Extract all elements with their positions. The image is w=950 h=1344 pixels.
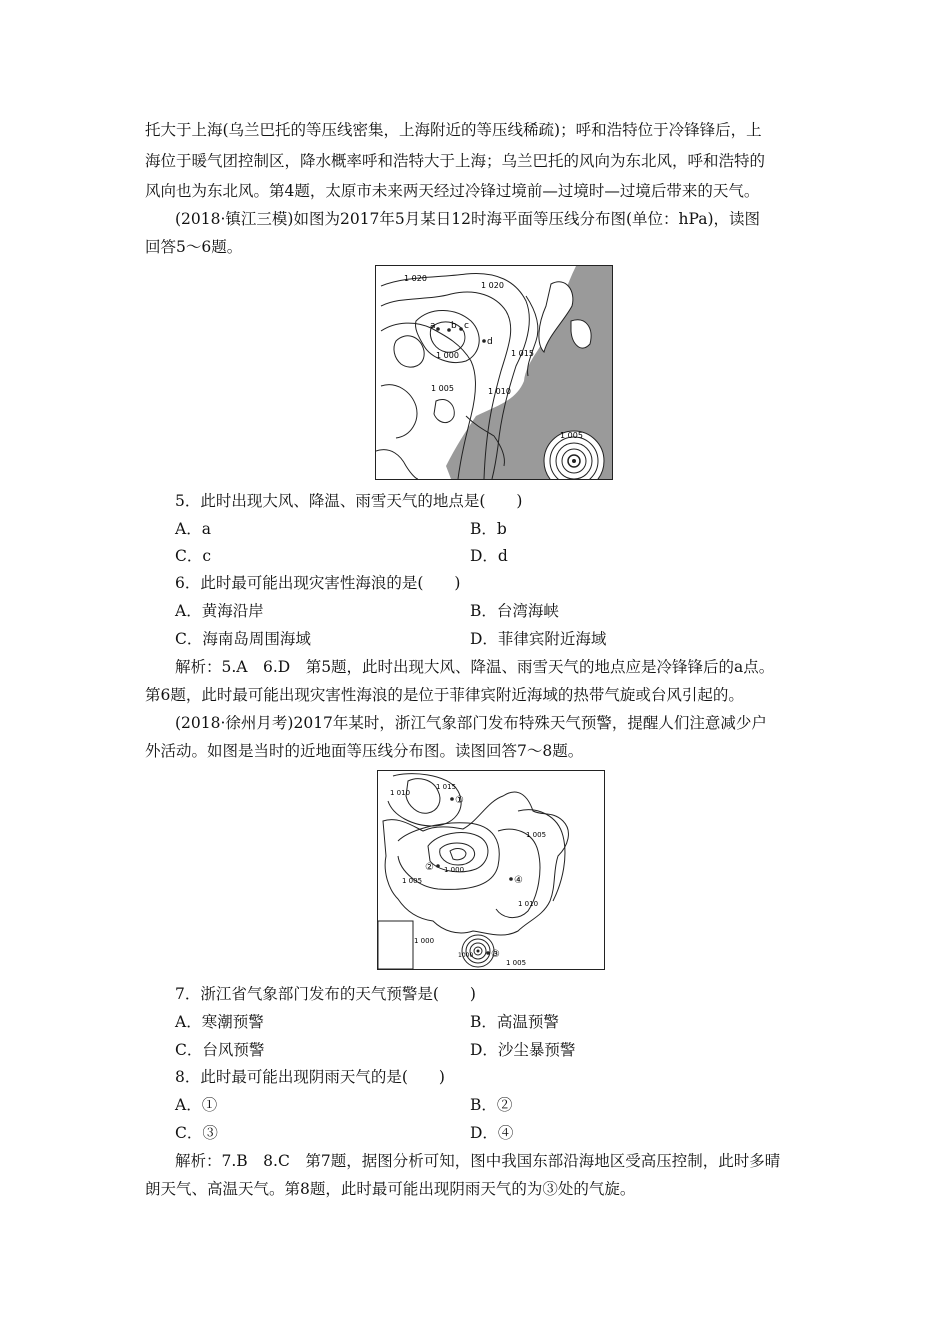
- q6-option-c[interactable]: C．海南岛周围海域: [175, 630, 311, 648]
- intro-line-3: 风向也为东北风。第4题，太原市未来两天经过冷锋过境前—过境时—过境后带来的天气。: [145, 182, 760, 200]
- q7-option-c[interactable]: C．台风预警: [175, 1041, 265, 1059]
- point-c-label: c: [464, 321, 469, 331]
- isobar2-4: [518, 810, 565, 901]
- point-3-label: ③: [491, 949, 500, 960]
- q8-option-c[interactable]: C．③: [175, 1124, 218, 1142]
- q8-stem: 8．此时最可能出现阴雨天气的是( ): [175, 1068, 445, 1086]
- map1-label-7: 1 005: [560, 431, 583, 440]
- point-4-dot: [509, 877, 513, 881]
- isobar-map-1: [375, 265, 613, 480]
- q6-option-d[interactable]: D．菲律宾附近海域: [470, 630, 607, 648]
- map2-label-6: 1 010: [518, 900, 539, 908]
- coast-3: [376, 450, 418, 479]
- map2-label-7: 1 000: [414, 937, 435, 945]
- q5-option-b[interactable]: B．b: [470, 520, 507, 538]
- map1-label-3: 1 000: [436, 351, 459, 360]
- q5-option-d[interactable]: D．d: [470, 547, 508, 565]
- q8-option-d[interactable]: D．④: [470, 1124, 514, 1142]
- china-outline: [383, 792, 568, 935]
- intro3-line-2: 外活动。如图是当时的近地面等压线分布图。读图回答7～8题。: [145, 742, 584, 760]
- isobar2-low-3: [450, 849, 466, 860]
- map1-label-4: 1 005: [431, 384, 454, 393]
- isobar-map-1-svg: [376, 266, 612, 479]
- q5-option-a[interactable]: A．a: [175, 520, 211, 538]
- intro-line-1: 托大于上海(乌兰巴托的等压线密集，上海附近的等压线稀疏)；呼和浩特位于冷锋锋后，上: [145, 121, 762, 139]
- point-1-label: ①: [455, 795, 464, 806]
- answer-78-line-1: 解析：7.B 8.C 第7题，据图分析可知，图中我国东部沿海地区受高压控制，此时多晴: [175, 1152, 781, 1170]
- q7-option-d[interactable]: D．沙尘暴预警: [470, 1041, 576, 1059]
- point-c-dot: [459, 327, 463, 331]
- map2-label-4: 1 000: [444, 866, 465, 874]
- map2-label-8: 1000: [458, 952, 474, 959]
- point-a-label: a: [430, 321, 436, 331]
- point-d-dot: [482, 339, 486, 343]
- point-d-label: d: [487, 337, 493, 347]
- q5-option-c[interactable]: C．c: [175, 547, 212, 565]
- map1-label-6: 1 015: [511, 349, 534, 358]
- q6-stem: 6．此时最可能出现灾害性海浪的是( ): [175, 574, 461, 592]
- isobar-map-2: [377, 770, 605, 970]
- point-3-dot: [486, 951, 490, 955]
- map1-label-1: 1 020: [404, 274, 427, 283]
- q6-option-a[interactable]: A．黄海沿岸: [175, 602, 264, 620]
- intro3-line-1: (2018·徐州月考)2017年某时，浙江气象部门发布特殊天气预警，提醒人们注意减少户: [175, 714, 767, 732]
- isobar2-low-2: [440, 843, 475, 865]
- answer-78-line-2: 朗天气、高温天气。第8题，此时最可能出现阴雨天气的为③处的气旋。: [145, 1180, 636, 1198]
- isobar-map-2-svg: [378, 771, 604, 969]
- south-sea-inset: [378, 921, 413, 969]
- point-1-dot: [450, 797, 454, 801]
- q8-option-b[interactable]: B．②: [470, 1096, 513, 1114]
- isobar-low-3: [394, 336, 424, 367]
- map2-label-1: 1 015: [436, 783, 457, 791]
- isobar2-1: [388, 774, 461, 826]
- q7-stem: 7．浙江省气象部门发布的天气预警是( ): [175, 985, 476, 1003]
- q6-option-b[interactable]: B．台湾海峡: [470, 602, 559, 620]
- intro2-line-1: (2018·镇江三模)如图为2017年5月某日12时海平面等压线分布图(单位：hPa)，读图: [175, 210, 761, 228]
- isobar2-high: [406, 779, 440, 814]
- q8-option-a[interactable]: A．①: [175, 1096, 218, 1114]
- answer-56-line-2: 第6题，此时最可能出现灾害性海浪的是位于菲律宾附近海域的热带气旋或台风引起的。: [145, 686, 744, 704]
- typhoon-2: [462, 935, 494, 967]
- q7-option-b[interactable]: B．高温预警: [470, 1013, 559, 1031]
- map2-label-5: 1 005: [402, 877, 423, 885]
- answer-56-line-1: 解析：5.A 6.D 第5题，此时出现大风、降温、雨雪天气的地点应是冷锋锋后的a点。: [175, 658, 775, 676]
- map2-label-3: 1 005: [526, 831, 547, 839]
- map1-label-5: 1 010: [488, 387, 511, 396]
- intro-line-2: 海位于暖气团控制区，降水概率呼和浩特大于上海；乌兰巴托的风向为东北风，呼和浩特的: [145, 152, 766, 170]
- intro2-line-2: 回答5～6题。: [145, 238, 243, 256]
- point-2-label: ②: [425, 862, 434, 873]
- q5-stem: 5．此时出现大风、降温、雨雪天气的地点是( ): [175, 492, 523, 510]
- map2-label-9: 1 005: [506, 959, 527, 967]
- q7-option-a[interactable]: A．寒潮预警: [175, 1013, 264, 1031]
- isobar-5: [434, 399, 454, 422]
- point-4-label: ④: [514, 875, 523, 886]
- map2-label-2: 1 010: [390, 789, 411, 797]
- point-b-label: b: [451, 321, 457, 331]
- point-2-dot: [436, 864, 440, 868]
- map1-label-2: 1 020: [481, 281, 504, 290]
- point-a-dot: [436, 327, 440, 331]
- isobar-4: [381, 385, 417, 438]
